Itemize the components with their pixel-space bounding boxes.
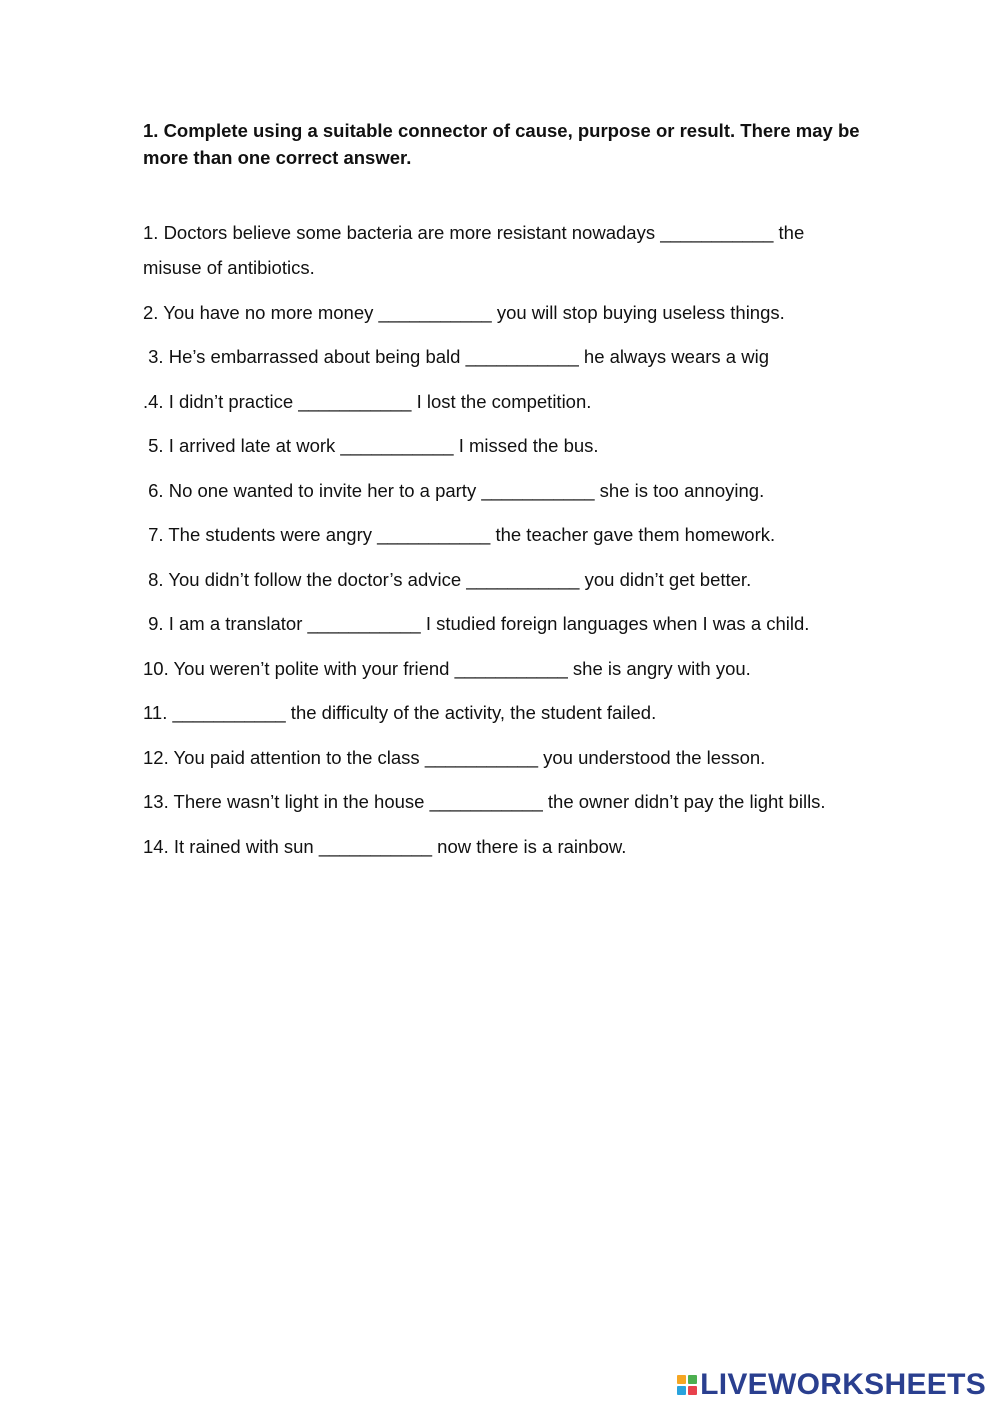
exercise-item: 2. You have no more money ___________ you will stop buying useless things. [143,301,785,323]
exercise-item: 9. I am a translator ___________ I studied foreign languages when I was a child. [143,613,810,634]
exercise-item: 6. No one wanted to invite her to a party ___________ she is too annoying. [143,479,765,501]
exercise-item: 13. There wasn’t light in the house ___________ the owner didn’t pay the light bills. [143,791,826,812]
logo-tile-icon [677,1375,686,1384]
exercise-item: 1. Doctors believe some bacteria are more resistant nowadays ___________ the misuse of antibiotics. [143,222,810,278]
exercise-item: 8. You didn’t follow the doctor’s advice ___________ you didn’t get better. [143,568,752,590]
exercise-item: 3. He’s embarrassed about being bald ___________ he always wears a wig [143,346,769,367]
brand-name: LIVEWORKSHEETS [700,1368,986,1401]
exercise-item: 12. You paid attention to the class ___________ you understood the lesson. [143,746,766,768]
logo-tile-icon [688,1375,697,1384]
liveworksheets-logo-icon [677,1375,697,1395]
exercise-item: 11. ___________ the difficulty of the activity, the student failed. [143,702,657,723]
exercise-item: 14. It rained with sun ___________ now there is a rainbow. [143,835,627,857]
liveworksheets-logo[interactable] [677,1368,986,1402]
logo-tile-icon [688,1386,697,1395]
logo-tile-icon [677,1386,686,1395]
instructions-heading: 1. Complete using a suitable connector of cause, purpose or result. There may be more than one correct answer. [143,120,860,168]
exercise-list [143,215,863,873]
exercise-item: 10. You weren’t polite with your friend ___________ she is angry with you. [143,657,751,679]
exercise-item: .4. I didn’t practice ___________ I lost the competition. [143,390,592,412]
exercise-item: 5. I arrived late at work ___________ I missed the bus. [143,435,599,456]
exercise-item: 7. The students were angry ___________ the teacher gave them homework. [143,524,776,545]
